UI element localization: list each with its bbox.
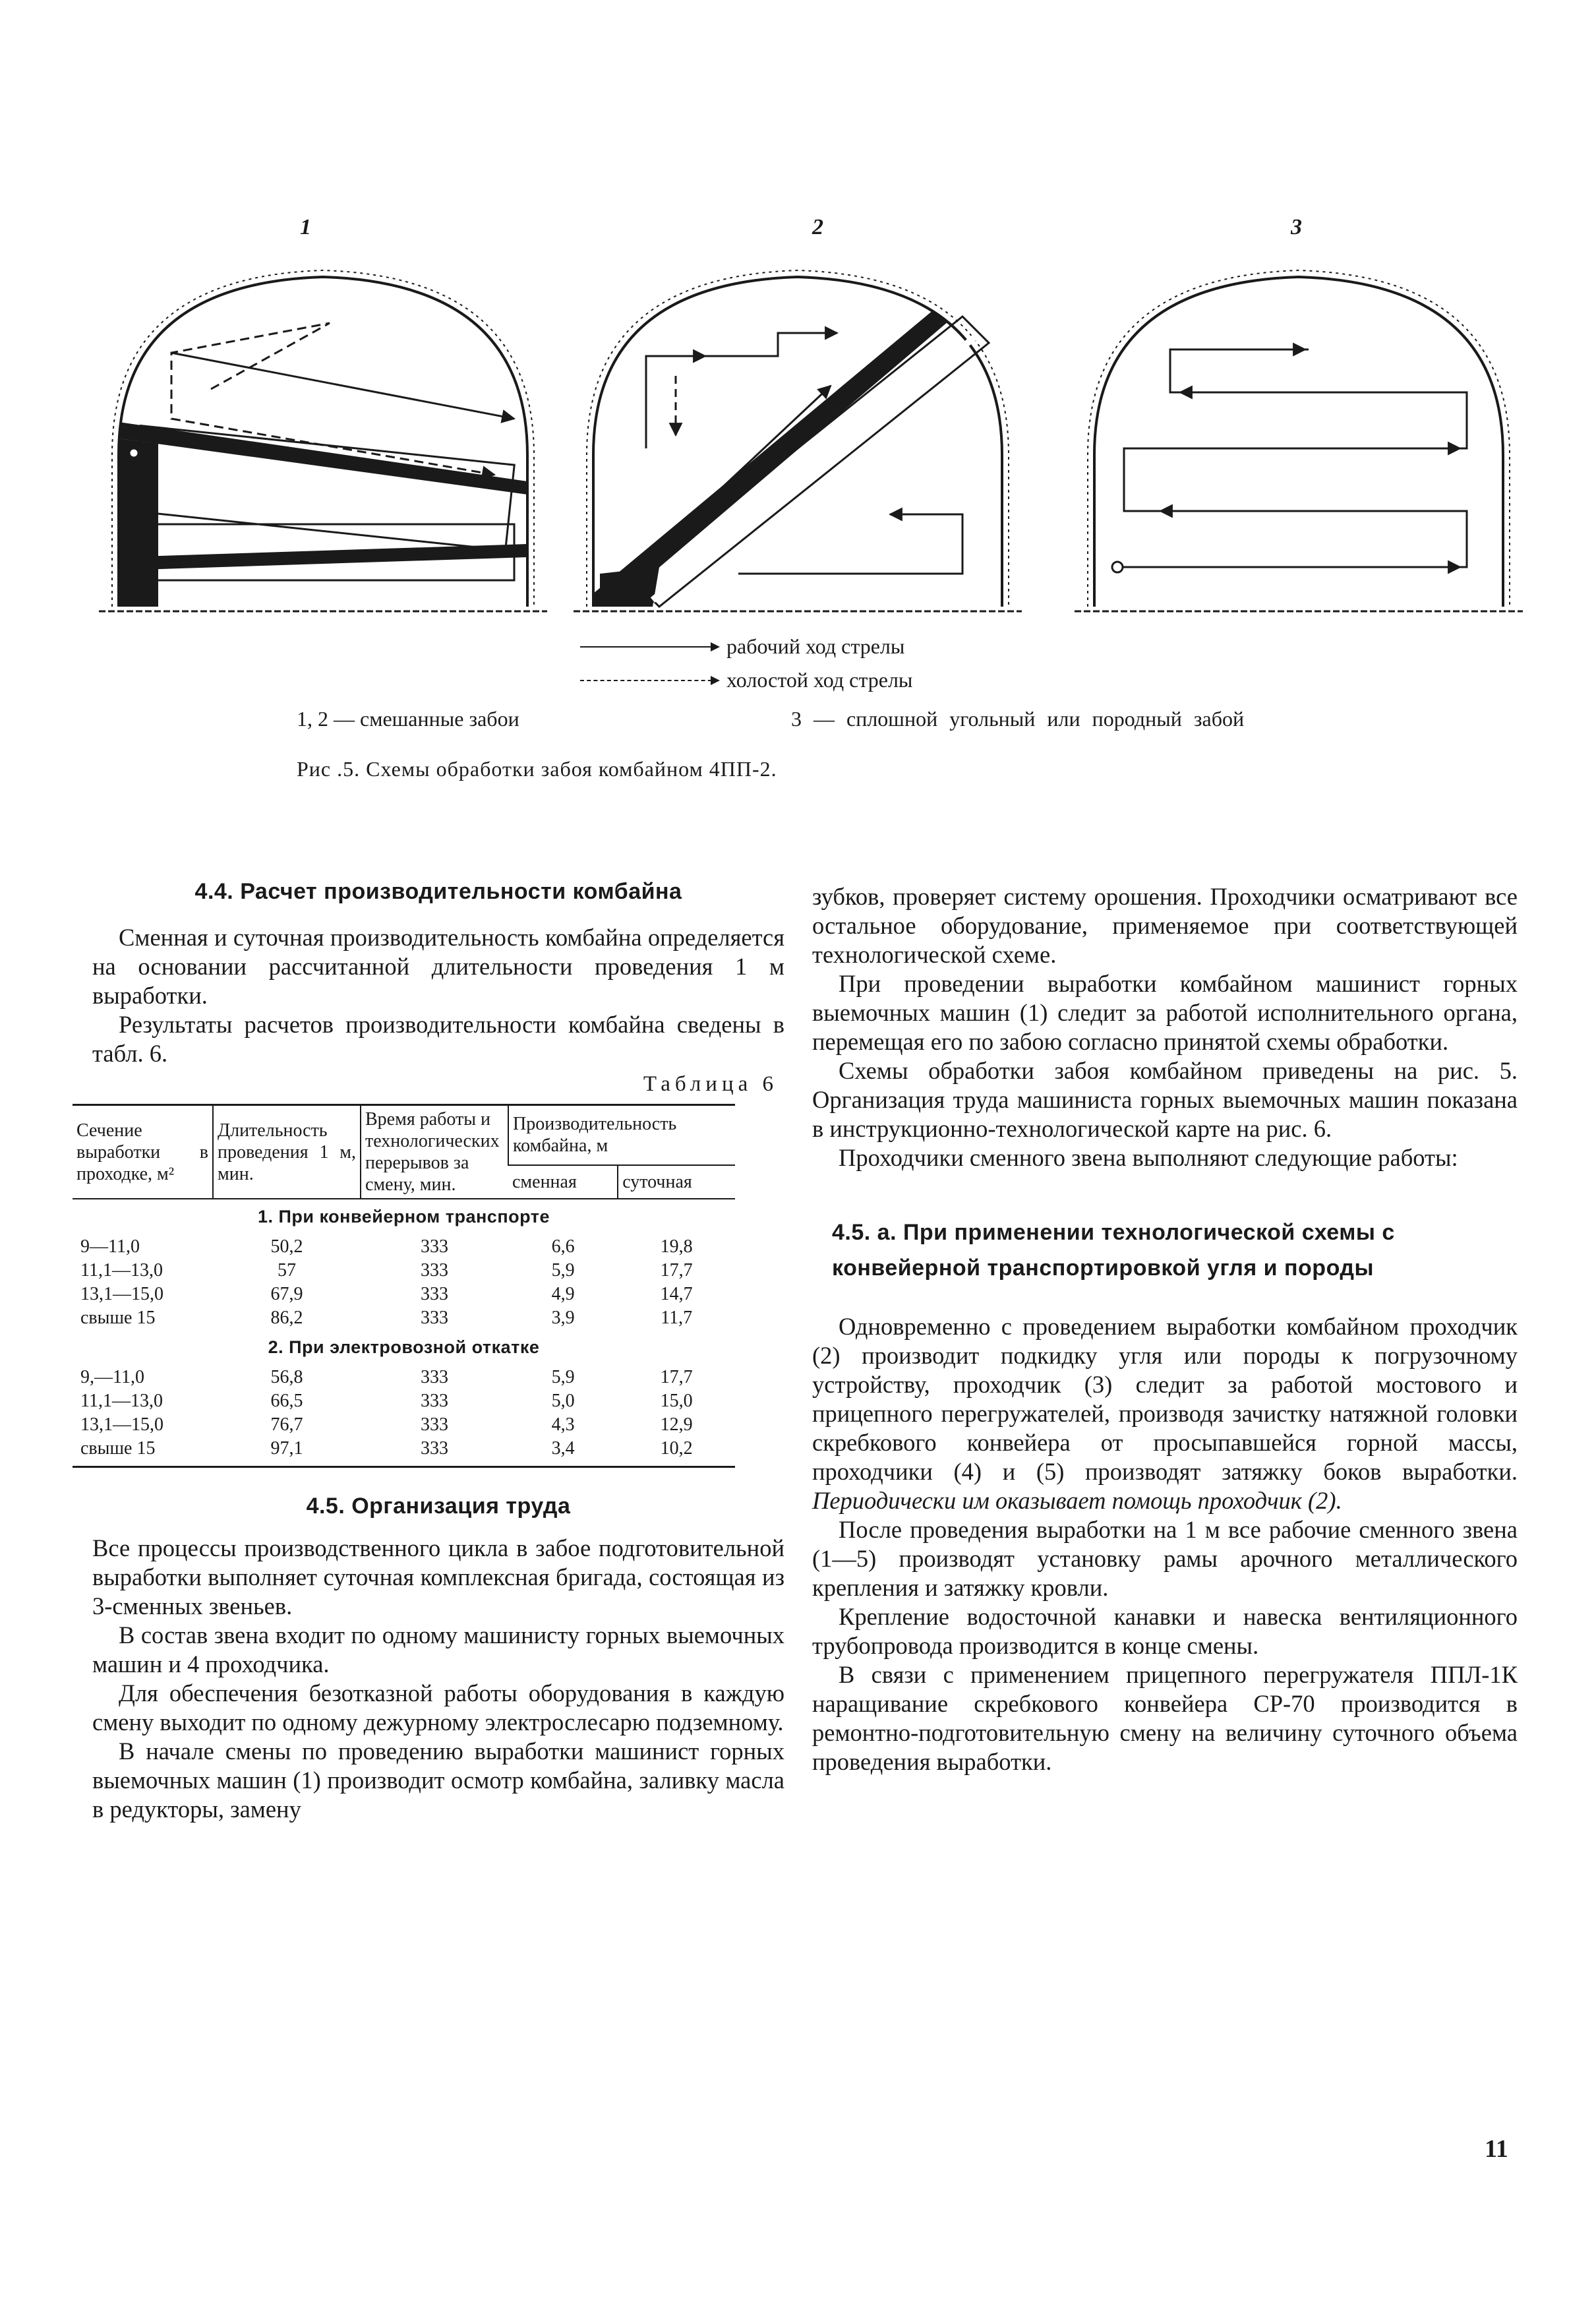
face-1-mixed — [99, 270, 547, 611]
table-row — [73, 1259, 735, 1283]
legend-mixed-faces: 1, 2 — смешанные забои — [297, 707, 519, 731]
table-cell: 333 — [421, 1367, 448, 1387]
paragraph: Все процессы производственного цикла в забое подготовительной выработки выполняет суточная комплексная бригада, состоящая из 3-сменных звеньев. — [92, 1534, 784, 1619]
table-cell: свыше 15 — [73, 1437, 213, 1467]
table-cell: 15,0 — [660, 1391, 693, 1411]
table-cell: 56,8 — [270, 1367, 303, 1387]
dashed-arrow-line — [580, 680, 719, 681]
table-6 — [73, 1104, 735, 1468]
header-performance: Производительность комбайна, м — [508, 1105, 735, 1165]
paragraph: Крепление водосточной канавки и навеска вентиляционного трубопровода производится в конце смены. — [812, 1603, 1518, 1659]
heading-4-5: 4.5. Организация труда — [306, 1494, 571, 1519]
table-row — [73, 1389, 735, 1413]
table-row — [73, 1306, 735, 1330]
table-cell: 333 — [361, 1437, 508, 1467]
legend-solid-face: 3 — сплошной угольный или породный забой — [791, 707, 1245, 731]
table-row — [73, 1366, 735, 1389]
face-processing-schemes — [79, 257, 1529, 626]
group-electric-locomotive: 2. При электровозной откатке — [268, 1337, 540, 1357]
paragraph: При проведении выработки комбайном машинист горных выемочных машин (1) следит за работой исполнительного органа, перемещая его по забою согласно принятой схемы обработки. — [812, 970, 1518, 1055]
group-conveyor: 1. При конвейерном транспорте — [258, 1207, 550, 1226]
paragraph: Сменная и суточная производительность комбайна определяется на основании рассчитанной длительности проведения 1 м выработки. — [92, 924, 784, 1009]
face-2-mixed — [574, 270, 1022, 611]
left-column — [76, 877, 784, 1824]
table-cell: 3,9 — [551, 1308, 575, 1328]
table-cell: 5,9 — [551, 1260, 575, 1281]
legend-idle-stroke — [580, 668, 912, 692]
paragraph: зубков, проверяет систему орошения. Проходчики осматривают все остальное оборудование, применяемое при соответствующей технологической схеме. — [812, 883, 1518, 968]
page-number: 11 — [1485, 2135, 1508, 2163]
table-caption: Таблица 6 — [643, 1072, 778, 1096]
table-cell: 50,2 — [270, 1236, 303, 1257]
legend-idle-label: холостой ход стрелы — [726, 668, 913, 692]
header-section: Сечение выработки в проходке, м² — [73, 1105, 213, 1199]
table-cell: 67,9 — [270, 1284, 303, 1304]
right-column — [812, 882, 1518, 1776]
heading-4-5a: 4.5. а. При применении технологической схемы с конвейерной транспортировкой угля и породы — [832, 1220, 1395, 1281]
table-cell: 333 — [421, 1284, 448, 1304]
table-cell: 57 — [278, 1260, 296, 1281]
legend-working-label: рабочий ход стрелы — [726, 634, 905, 658]
table-row — [73, 1413, 735, 1437]
table-cell: 333 — [421, 1308, 448, 1328]
figure-label-1: 1 — [300, 215, 311, 239]
paragraph-text: Одновременно с проведением выработки комбайном проходчик (2) производит подкидку угля или породы к погрузочному устройству, проходчик (3) следит за работой мостового и прицепного перегружателей, производя зачистку натяжной головки скребкового конвейера от просыпавшейся горной массы, проходчики (4) и (5) производят затяжку боков выработки. — [812, 1313, 1518, 1485]
table-cell: 333 — [421, 1236, 448, 1257]
table-cell: 3,4 — [508, 1437, 618, 1467]
table-cell: 4,3 — [551, 1414, 575, 1435]
table-cell: 17,7 — [660, 1260, 693, 1281]
table-cell: 6,6 — [551, 1236, 575, 1257]
paragraph — [812, 1312, 1518, 1515]
header-time: Время работы и технологических перерывов за смену, мин. — [361, 1105, 508, 1199]
face-3-solid — [1075, 270, 1523, 611]
heading-4-4: 4.4. Расчет производительности комбайна — [194, 879, 682, 904]
table-cell: 86,2 — [270, 1308, 303, 1328]
paragraph: Результаты расчетов производительности комбайна сведены в табл. 6. — [92, 1011, 784, 1067]
paragraph: В связи с применением прицепного перегружателя ППЛ-1К наращивание скребкового конвейера СР-70 производится в ремонтно-подготовительную смену на величину суточного объема проведения выработки. — [812, 1661, 1518, 1775]
table-cell: 5,0 — [551, 1391, 575, 1411]
table-cell: 76,7 — [270, 1414, 303, 1435]
table-cell: 11,7 — [661, 1308, 693, 1328]
table-cell: 9,—11,0 — [80, 1367, 144, 1387]
paragraph: Для обеспечения безотказной работы оборудования в каждую смену выходит по одному дежурному электрослесарю подземному. — [92, 1679, 784, 1736]
table-cell: 17,7 — [660, 1367, 693, 1387]
table-cell: 4,9 — [551, 1284, 575, 1304]
header-day: суточная — [618, 1165, 735, 1199]
figure-caption: Рис .5. Схемы обработки забоя комбайном 4ПП-2. — [297, 757, 777, 781]
table-row — [73, 1283, 735, 1306]
table-cell: 333 — [421, 1391, 448, 1411]
table-cell: 97,1 — [213, 1437, 361, 1467]
figure-label-2: 2 — [812, 215, 823, 239]
table-cell: 12,9 — [660, 1414, 693, 1435]
table-cell: 10,2 — [618, 1437, 735, 1467]
table-row — [73, 1235, 735, 1259]
table-cell: 9—11,0 — [80, 1236, 140, 1257]
paragraph-italic: Периодически им оказывает помощь проходчик (2). — [812, 1487, 1342, 1514]
table-cell: 66,5 — [270, 1391, 303, 1411]
table-cell: свыше 15 — [80, 1308, 156, 1328]
paragraph: Проходчики сменного звена выполняют следующие работы: — [839, 1144, 1458, 1171]
table-cell: 333 — [421, 1414, 448, 1435]
paragraph: После проведения выработки на 1 м все рабочие сменного звена (1—5) производят установку рамы арочного металлического крепления и затяжку кровли. — [812, 1516, 1518, 1601]
table-row — [73, 1437, 735, 1467]
header-shift: сменная — [508, 1165, 618, 1199]
table-cell: 11,1—13,0 — [80, 1260, 163, 1281]
table-cell: 13,1—15,0 — [80, 1414, 163, 1435]
table-cell: 11,1—13,0 — [80, 1391, 163, 1411]
header-duration: Длительность проведения 1 м, мин. — [213, 1105, 361, 1199]
table-cell: 19,8 — [660, 1236, 693, 1257]
figure-label-3: 3 — [1291, 215, 1302, 239]
table-body — [73, 1199, 735, 1467]
table-cell: 5,9 — [551, 1367, 575, 1387]
paragraph: В состав звена входит по одному машинисту горных выемочных машин и 4 проходчика. — [92, 1621, 784, 1678]
paragraph: В начале смены по проведению выработки машинист горных выемочных машин (1) производит осмотр комбайна, заливку масла в редукторы, замену — [92, 1738, 784, 1823]
table-cell: 14,7 — [660, 1284, 693, 1304]
paragraph: Схемы обработки забоя комбайном приведены на рис. 5. Организация труда машиниста горных выемочных машин показана в инструкционно-технологической карте на рис. 6. — [812, 1057, 1518, 1142]
legend-working-stroke — [580, 634, 904, 659]
table-cell: 13,1—15,0 — [80, 1284, 163, 1304]
table-cell: 333 — [421, 1260, 448, 1281]
solid-arrow-line — [580, 646, 719, 648]
